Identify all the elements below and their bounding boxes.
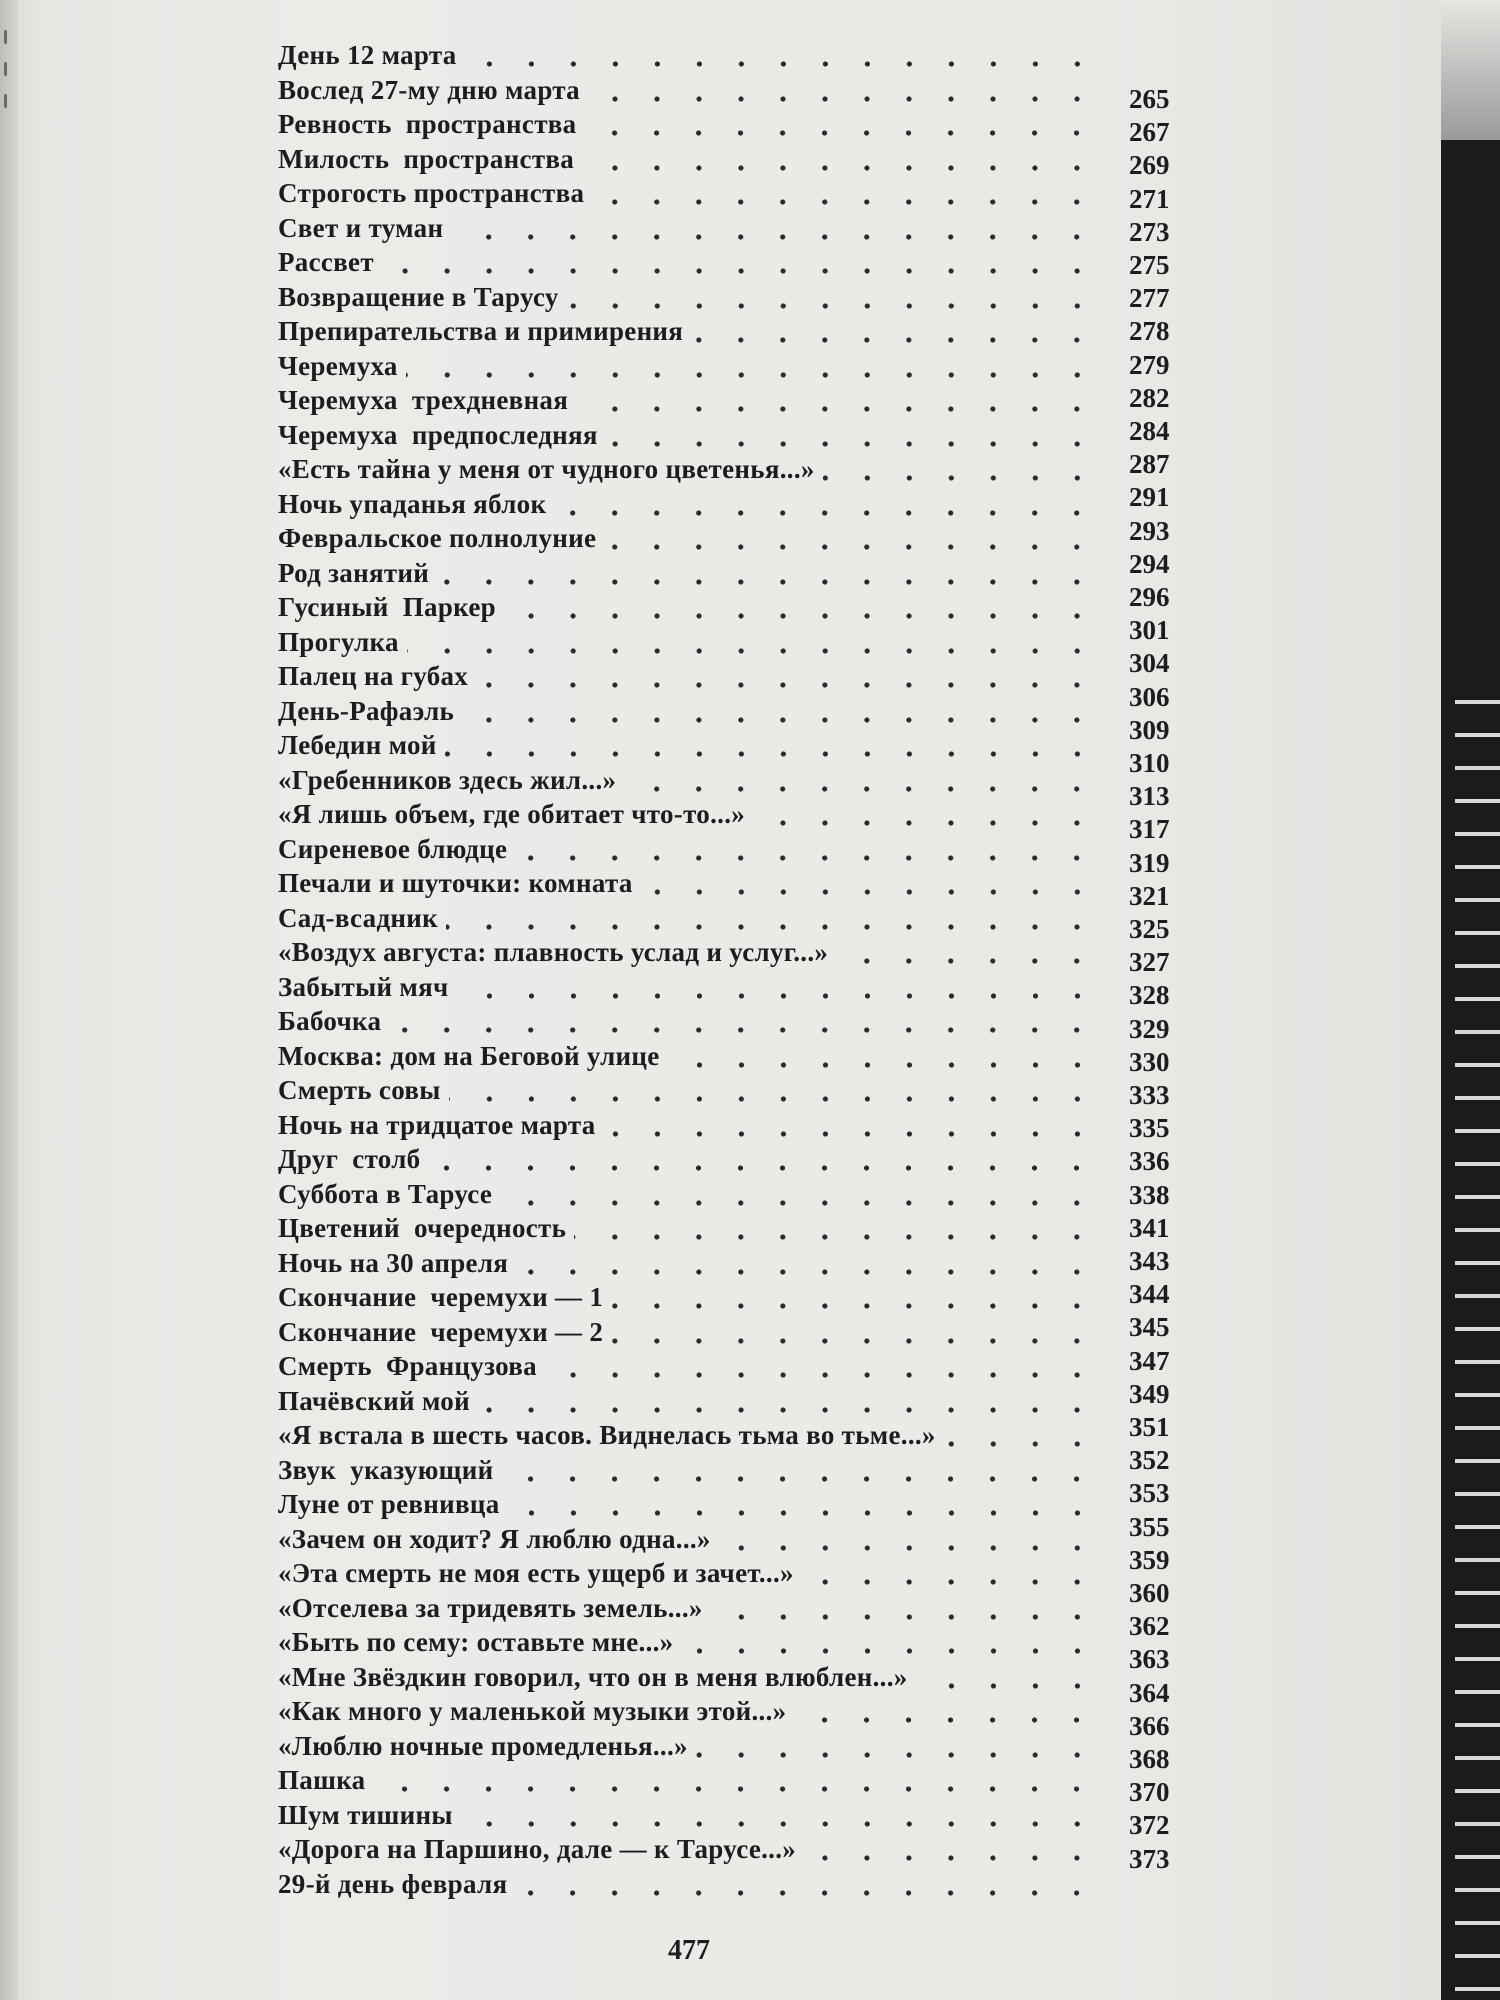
toc-entry-title: Ревность пространства <box>278 109 577 139</box>
toc-entry-title: «Отселева за тридевять земель...» <box>278 1592 703 1623</box>
toc-entry-title: Сад-всадник <box>278 902 439 933</box>
dot-leader <box>592 198 1098 206</box>
toc-entry-title: «Мне Звёздкин говорил, что он в меня влюблен...» <box>278 1661 908 1692</box>
toc-entry-title: Февральское полнолуние <box>278 523 597 553</box>
toc-entry <box>278 1662 1098 1696</box>
dot-leader <box>516 1268 1098 1276</box>
toc-entry <box>278 109 1098 143</box>
toc-entry-title: Ночь на 30 апреля <box>278 1247 509 1278</box>
toc-entry <box>278 1075 1098 1109</box>
cover-stripe <box>1455 1690 1500 1694</box>
toc-entry-page: 273 <box>1129 216 1170 247</box>
toc-entry-page: 349 <box>1129 1378 1170 1409</box>
toc-entry <box>278 1834 1098 1868</box>
dot-leader <box>804 1854 1098 1862</box>
toc-entry-title: «Дорога на Паршино, дале — к Тарусе...» <box>278 1834 797 1864</box>
toc-entry-page: 368 <box>1129 1744 1170 1774</box>
dot-leader <box>449 1095 1098 1103</box>
toc-entry-title: Ночь упаданья яблок <box>278 488 547 519</box>
cover-stripe <box>1455 1558 1500 1562</box>
toc-entry-title: Род занятий <box>278 557 430 588</box>
toc-entry <box>278 868 1098 902</box>
toc-entry <box>278 903 1098 937</box>
toc-entry-page: 269 <box>1129 150 1170 181</box>
dot-leader <box>515 1889 1098 1897</box>
dot-leader <box>794 1716 1098 1724</box>
toc-entry-title: Забытый мяч <box>278 971 449 1002</box>
cover-stripe <box>1455 931 1500 935</box>
cover-stripe <box>1455 1426 1500 1430</box>
cover-stripe <box>1455 865 1500 869</box>
toc-entry <box>278 1731 1098 1765</box>
toc-entry <box>278 1248 1098 1282</box>
toc-entry-page: 301 <box>1129 615 1170 646</box>
dot-leader <box>944 1440 1098 1448</box>
toc-entry-page: 271 <box>1129 183 1170 214</box>
dot-leader <box>445 750 1098 758</box>
toc-entry <box>278 1455 1098 1489</box>
toc-entry-title: Звук указующий <box>278 1454 494 1485</box>
toc-entry-page: 347 <box>1129 1345 1170 1376</box>
dot-leader <box>407 647 1098 655</box>
dot-leader <box>641 888 1098 896</box>
toc-entry <box>278 1765 1098 1799</box>
toc-entry-page: 304 <box>1129 648 1170 679</box>
dot-leader <box>508 1509 1098 1517</box>
toc-entry-title: Возвращение в Тарусу <box>278 281 559 312</box>
cover-stripe <box>1455 997 1500 1001</box>
dot-leader <box>515 854 1098 862</box>
cover-stripe <box>1455 1327 1500 1331</box>
toc-entry-title: «Эта смерть не моя есть ущерб и зачет...» <box>278 1558 794 1588</box>
dot-leader <box>428 1164 1098 1172</box>
cover-stripe <box>1455 1954 1500 1958</box>
toc-entry-title: Препирательства и примирения <box>278 316 684 346</box>
toc-entry-page: 275 <box>1129 250 1170 280</box>
toc-entry <box>278 1317 1098 1351</box>
dot-leader <box>624 785 1098 793</box>
toc-entry <box>278 282 1098 316</box>
toc-entry <box>278 1179 1098 1213</box>
toc-entry <box>278 696 1098 730</box>
toc-entry-page: 317 <box>1129 814 1170 845</box>
toc-entry-page: 284 <box>1129 416 1170 446</box>
toc-entry-page: 310 <box>1129 748 1170 778</box>
toc-entry <box>278 765 1098 799</box>
toc-entry-page: 319 <box>1129 847 1170 878</box>
cover-stripe <box>1455 1987 1500 1991</box>
dot-leader <box>574 1233 1098 1241</box>
dot-leader <box>500 1199 1098 1207</box>
toc-entry-page: 352 <box>1129 1445 1170 1476</box>
cover-stripe <box>1455 1624 1500 1628</box>
dot-leader <box>476 681 1098 689</box>
toc-entry-page: 351 <box>1129 1412 1170 1442</box>
toc-entry-title: «Воздух августа: плавность услад и услуг...» <box>278 937 829 967</box>
cover-stripe <box>1455 1657 1500 1661</box>
dot-leader <box>389 1026 1098 1034</box>
toc-entry <box>278 1006 1098 1040</box>
toc-entry-title: Рассвет <box>278 247 374 277</box>
toc-entry <box>278 454 1098 488</box>
dot-leader <box>446 923 1098 931</box>
binding-stitch <box>4 62 7 76</box>
page-number: 477 <box>668 1935 710 1966</box>
cover-stripe <box>1455 700 1500 704</box>
toc-entry-title: «Есть тайна у меня от чудного цветенья...» <box>278 454 815 484</box>
dot-leader <box>582 164 1098 172</box>
dot-leader <box>465 60 1098 68</box>
toc-entry-page: 287 <box>1129 449 1170 480</box>
toc-entry <box>278 351 1098 385</box>
toc-entry <box>278 1351 1098 1385</box>
toc-entry <box>278 144 1098 178</box>
toc-entry-page: 282 <box>1129 382 1170 413</box>
toc-entry <box>278 1282 1098 1316</box>
dot-leader <box>604 1130 1098 1138</box>
toc-entry <box>278 834 1098 868</box>
toc-entry-page: 313 <box>1129 781 1170 812</box>
toc-entry-page: 335 <box>1129 1113 1170 1144</box>
dot-leader <box>584 129 1098 137</box>
cover-stripe <box>1455 1030 1500 1034</box>
cover-stripe <box>1455 1492 1500 1496</box>
cover-stripe <box>1455 1789 1500 1793</box>
toc-entry-title: Пашка <box>278 1765 366 1795</box>
toc-entry-page: 309 <box>1129 714 1170 745</box>
toc-entry-page: 362 <box>1129 1611 1170 1642</box>
dot-leader <box>711 1613 1098 1621</box>
toc-entry-page: 267 <box>1129 117 1170 148</box>
toc-entry-title: Сиреневое блюдце <box>278 833 508 864</box>
dot-leader <box>554 509 1098 517</box>
toc-entry-title: «Быть по сему: оставьте мне...» <box>278 1627 674 1657</box>
cover-stripe <box>1455 1921 1500 1925</box>
toc-entry-title: Ночь на тридцатое марта <box>278 1109 596 1140</box>
toc-entry <box>278 1627 1098 1661</box>
toc-entry-title: Москва: дом на Беговой улице <box>278 1040 660 1071</box>
toc-entry <box>278 40 1098 74</box>
toc-entry <box>278 661 1098 695</box>
toc-entry-title: Гусиный Паркер <box>278 592 496 622</box>
toc-entry-page: 338 <box>1129 1179 1170 1210</box>
toc-entry-title: День-Рафаэль <box>278 695 455 726</box>
toc-entry <box>278 1593 1098 1627</box>
dot-leader <box>501 1475 1098 1483</box>
dot-leader <box>719 1544 1098 1552</box>
toc-entry <box>278 730 1098 764</box>
toc-entry-title: Шум тишины <box>278 1799 453 1830</box>
toc-entry <box>278 1524 1098 1558</box>
binding-stitch <box>4 30 7 44</box>
dot-leader <box>406 371 1098 379</box>
toc-entry <box>278 489 1098 523</box>
toc-entry <box>278 1800 1098 1834</box>
toc-entry <box>278 1110 1098 1144</box>
toc-entry <box>278 627 1098 661</box>
toc-entry <box>278 385 1098 419</box>
dot-leader <box>611 1337 1098 1345</box>
toc-entry-title: Свет и туман <box>278 212 444 243</box>
toc-entry-title: Милость пространства <box>278 143 575 174</box>
dot-leader <box>545 1371 1098 1379</box>
toc-entry-title: Черемуха предпоследняя <box>278 419 598 450</box>
toc-entry-title: Палец на губах <box>278 661 469 691</box>
toc-entry <box>278 213 1098 247</box>
toc-entry-page: 333 <box>1129 1080 1170 1110</box>
toc-entry-page: 364 <box>1129 1677 1170 1708</box>
toc-entry-title: Лебедин мой <box>278 730 437 760</box>
cover-stripe <box>1455 1096 1500 1100</box>
toc-entry-page: 328 <box>1129 980 1170 1011</box>
toc-entry <box>278 1213 1098 1247</box>
toc-entry-page: 341 <box>1129 1212 1170 1243</box>
dot-leader <box>567 302 1098 310</box>
toc-entry-title: «Зачем он ходит? Я люблю одна...» <box>278 1523 711 1554</box>
toc-entry-title: Скончание черемухи — 2 <box>278 1316 604 1347</box>
toc-entry-page: 277 <box>1129 283 1170 314</box>
toc-entry-title: Пачёвский мой <box>278 1385 470 1416</box>
cover-stripe <box>1455 832 1500 836</box>
dot-leader <box>802 1578 1098 1586</box>
toc-entry-page: 265 <box>1129 84 1170 114</box>
toc-entry-page: 294 <box>1129 548 1170 579</box>
cover-stripe <box>1455 1855 1500 1859</box>
cover-stripe <box>1455 1756 1500 1760</box>
toc-entry <box>278 420 1098 454</box>
dot-leader <box>668 1061 1098 1069</box>
dot-leader <box>836 957 1098 965</box>
toc-entry-page: 293 <box>1129 515 1170 546</box>
cover-stripe <box>1455 799 1500 803</box>
dot-leader <box>461 1820 1098 1828</box>
dot-leader <box>753 819 1098 827</box>
toc-entry-page: 278 <box>1129 316 1170 347</box>
toc-entry <box>278 1489 1098 1523</box>
toc-entry-title: Печали и шуточки: комната <box>278 868 633 898</box>
toc-entry <box>278 592 1098 626</box>
toc-entry-page: 372 <box>1129 1810 1170 1841</box>
dot-leader <box>451 233 1098 241</box>
cover-stripe <box>1455 1525 1500 1529</box>
toc-entry <box>278 558 1098 592</box>
toc-entry <box>278 1386 1098 1420</box>
toc-entry <box>278 523 1098 557</box>
toc-entry-title: Друг столб <box>278 1144 421 1174</box>
dot-leader <box>478 1406 1098 1414</box>
toc-entry-title: Бабочка <box>278 1006 382 1036</box>
toc-entry-title: Прогулка <box>278 626 399 657</box>
toc-entry <box>278 1558 1098 1592</box>
dot-leader <box>823 474 1098 482</box>
dot-leader <box>606 440 1098 448</box>
toc-entry-title: Строгость пространства <box>278 178 585 208</box>
toc-entry-page: 330 <box>1129 1046 1170 1077</box>
cover-stripe <box>1455 1459 1500 1463</box>
toc-entry-title: 29-й день февраля <box>278 1868 508 1899</box>
toc-entry-page: 345 <box>1129 1312 1170 1343</box>
toc-entry-page: 329 <box>1129 1013 1170 1044</box>
toc-entry-page: 363 <box>1129 1644 1170 1675</box>
toc-entry-page: 360 <box>1129 1578 1170 1608</box>
toc-entry-page: 355 <box>1129 1511 1170 1542</box>
toc-entry-title: Луне от ревнивца <box>278 1489 500 1519</box>
toc-entry <box>278 1041 1098 1075</box>
toc-entry-page: 366 <box>1129 1710 1170 1741</box>
cover-stripe <box>1455 1822 1500 1826</box>
toc-entry-page: 373 <box>1129 1843 1170 1874</box>
toc-entry-page: 370 <box>1129 1777 1170 1808</box>
toc-entry <box>278 1420 1098 1454</box>
background-edge <box>1441 0 1500 140</box>
toc-entry-title: Скончание черемухи — 1 <box>278 1282 604 1312</box>
toc-entry <box>278 972 1098 1006</box>
toc-entry <box>278 799 1098 833</box>
toc-entry-title: Смерть совы <box>278 1075 441 1105</box>
cover-stripe <box>1455 1393 1500 1397</box>
toc-entry-page: 279 <box>1129 349 1170 380</box>
cover-stripe <box>1455 766 1500 770</box>
toc-entry-title: «Гребенников здесь жил...» <box>278 764 617 795</box>
toc-entry <box>278 247 1098 281</box>
dot-leader <box>382 267 1098 275</box>
dot-leader <box>611 1302 1098 1310</box>
book-cover-edge <box>1441 140 1500 2000</box>
dot-leader <box>504 612 1098 620</box>
toc-entry-page: 291 <box>1129 482 1170 513</box>
cover-stripe <box>1455 1228 1500 1232</box>
toc-entry <box>278 75 1098 109</box>
cover-stripe <box>1455 1261 1500 1265</box>
dot-leader <box>691 336 1098 344</box>
toc-entry-page: 336 <box>1129 1146 1170 1177</box>
toc-entry <box>278 316 1098 350</box>
toc-entry-page: 359 <box>1129 1544 1170 1575</box>
dot-leader <box>588 95 1098 103</box>
dot-leader <box>916 1682 1098 1690</box>
cover-stripe <box>1455 1723 1500 1727</box>
toc-entry-title: «Я встала в шесть часов. Виднелась тьма во тьме...» <box>278 1420 936 1450</box>
toc-entry-page: 353 <box>1129 1478 1170 1509</box>
toc-entry-title: «Как много у маленькой музыки этой...» <box>278 1696 787 1726</box>
toc-entry-title: Черемуха <box>278 350 398 381</box>
toc-entry-page: 296 <box>1129 582 1170 612</box>
page-gutter <box>0 0 18 2000</box>
toc-entry-title: «Люблю ночные промедленья...» <box>278 1730 688 1761</box>
cover-stripe <box>1455 1063 1500 1067</box>
toc-entry-title: «Я лишь объем, где обитает что-то...» <box>278 799 746 829</box>
dot-leader <box>462 716 1098 724</box>
toc-entry <box>278 1144 1098 1178</box>
toc-entry-page: 343 <box>1129 1246 1170 1276</box>
toc-entry-title: Цветений очередность <box>278 1213 567 1243</box>
cover-stripe <box>1455 964 1500 968</box>
cover-stripe <box>1455 733 1500 737</box>
toc-entry-title: Смерть Французова <box>278 1351 537 1381</box>
cover-stripe <box>1455 1129 1500 1133</box>
toc-entry-page: 327 <box>1129 947 1170 978</box>
cover-stripe <box>1455 1162 1500 1166</box>
binding-stitch <box>4 94 7 108</box>
dot-leader <box>682 1647 1099 1655</box>
dot-leader <box>437 578 1098 586</box>
cover-stripe <box>1455 1888 1500 1892</box>
toc-entry <box>278 1869 1098 1903</box>
toc-entry <box>278 178 1098 212</box>
cover-stripe <box>1455 1195 1500 1199</box>
dot-leader <box>604 543 1098 551</box>
toc-entry <box>278 1696 1098 1730</box>
dot-leader <box>373 1785 1098 1793</box>
toc-entry-page: 321 <box>1129 880 1170 911</box>
cover-stripe <box>1455 1360 1500 1364</box>
dot-leader <box>457 992 1098 1000</box>
cover-stripe <box>1455 1294 1500 1298</box>
toc-entry-page: 344 <box>1129 1279 1170 1310</box>
toc-entry-title: День 12 марта <box>278 40 457 70</box>
toc-entry-title: Вослед 27-му дню марта <box>278 74 580 105</box>
dot-leader <box>696 1751 1098 1759</box>
cover-stripe <box>1455 898 1500 902</box>
toc-entry-page: 325 <box>1129 914 1170 944</box>
toc-entry <box>278 937 1098 971</box>
toc-entry-page: 306 <box>1129 681 1170 712</box>
dot-leader <box>576 405 1098 413</box>
toc-entry-title: Черемуха трехдневная <box>278 385 569 415</box>
cover-stripe <box>1455 1591 1500 1595</box>
toc-entry-title: Суббота в Тарусе <box>278 1178 493 1209</box>
